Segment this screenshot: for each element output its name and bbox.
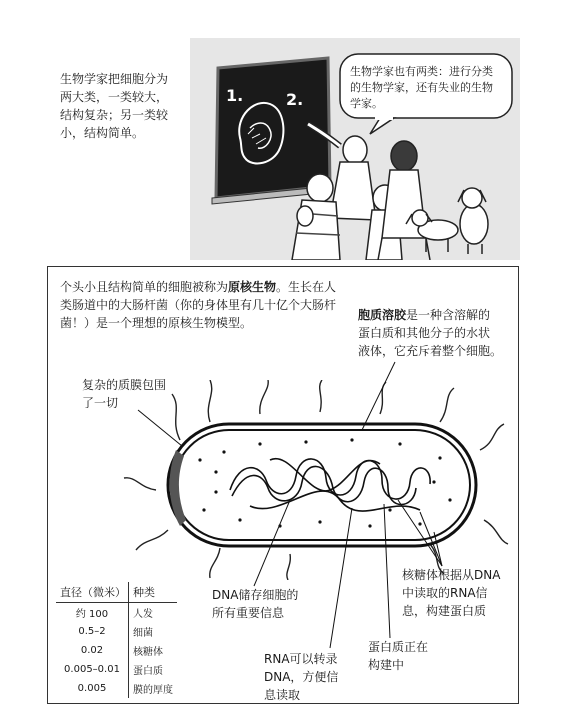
- diameter-header: 直径（微米）: [56, 582, 129, 603]
- intro-paragraph: 个头小且结构简单的细胞被称为原核生物。生长在人 类肠道中的大肠杆菌（你的身体里有几十亿个大肠杆 菌！）是一个理想的原核生物模型。: [60, 280, 337, 330]
- table-row: 0.005–0.01 蛋白质: [56, 660, 177, 679]
- speech-bubble-text: 生物学家也有两类：进行分类 的生物学家，还有失业的生物 学家。: [350, 65, 493, 110]
- size-table: [56, 582, 177, 698]
- ribosome-note: 核糖体根据从DNA 中读取的RNA信 息，构建蛋白质: [402, 568, 501, 618]
- size-table-grid: [56, 582, 177, 698]
- protein-note: 蛋白质正在 构建中: [368, 640, 429, 672]
- size-table-header: [56, 582, 177, 603]
- dna-note: DNA储存细胞的 所有重要信息: [212, 588, 299, 620]
- table-row: 0.02 核糖体: [56, 641, 177, 660]
- rna-note: RNA可以转录 DNA，方便信 息读取: [264, 652, 339, 702]
- table-row: 0.005 膜的厚度: [56, 679, 177, 698]
- table-row: 约 100 人发: [56, 603, 177, 623]
- top-caption: 生物学家把细胞分为 两大类，一类较大， 结构复杂；另一类较 小，结构简单。: [60, 72, 169, 140]
- membrane-note: 复杂的质膜包围 了一切: [82, 378, 167, 410]
- board-label-2: 2.: [286, 90, 304, 109]
- cytoplasm-note: 胞质溶胶是一种含溶解的 蛋白质和其他分子的水状 液体，它充斥着整个细胞。: [358, 308, 503, 358]
- board-label-1: 1.: [226, 86, 244, 105]
- table-row: 0.5–2 细菌: [56, 622, 177, 641]
- kind-header: 种类: [129, 582, 178, 603]
